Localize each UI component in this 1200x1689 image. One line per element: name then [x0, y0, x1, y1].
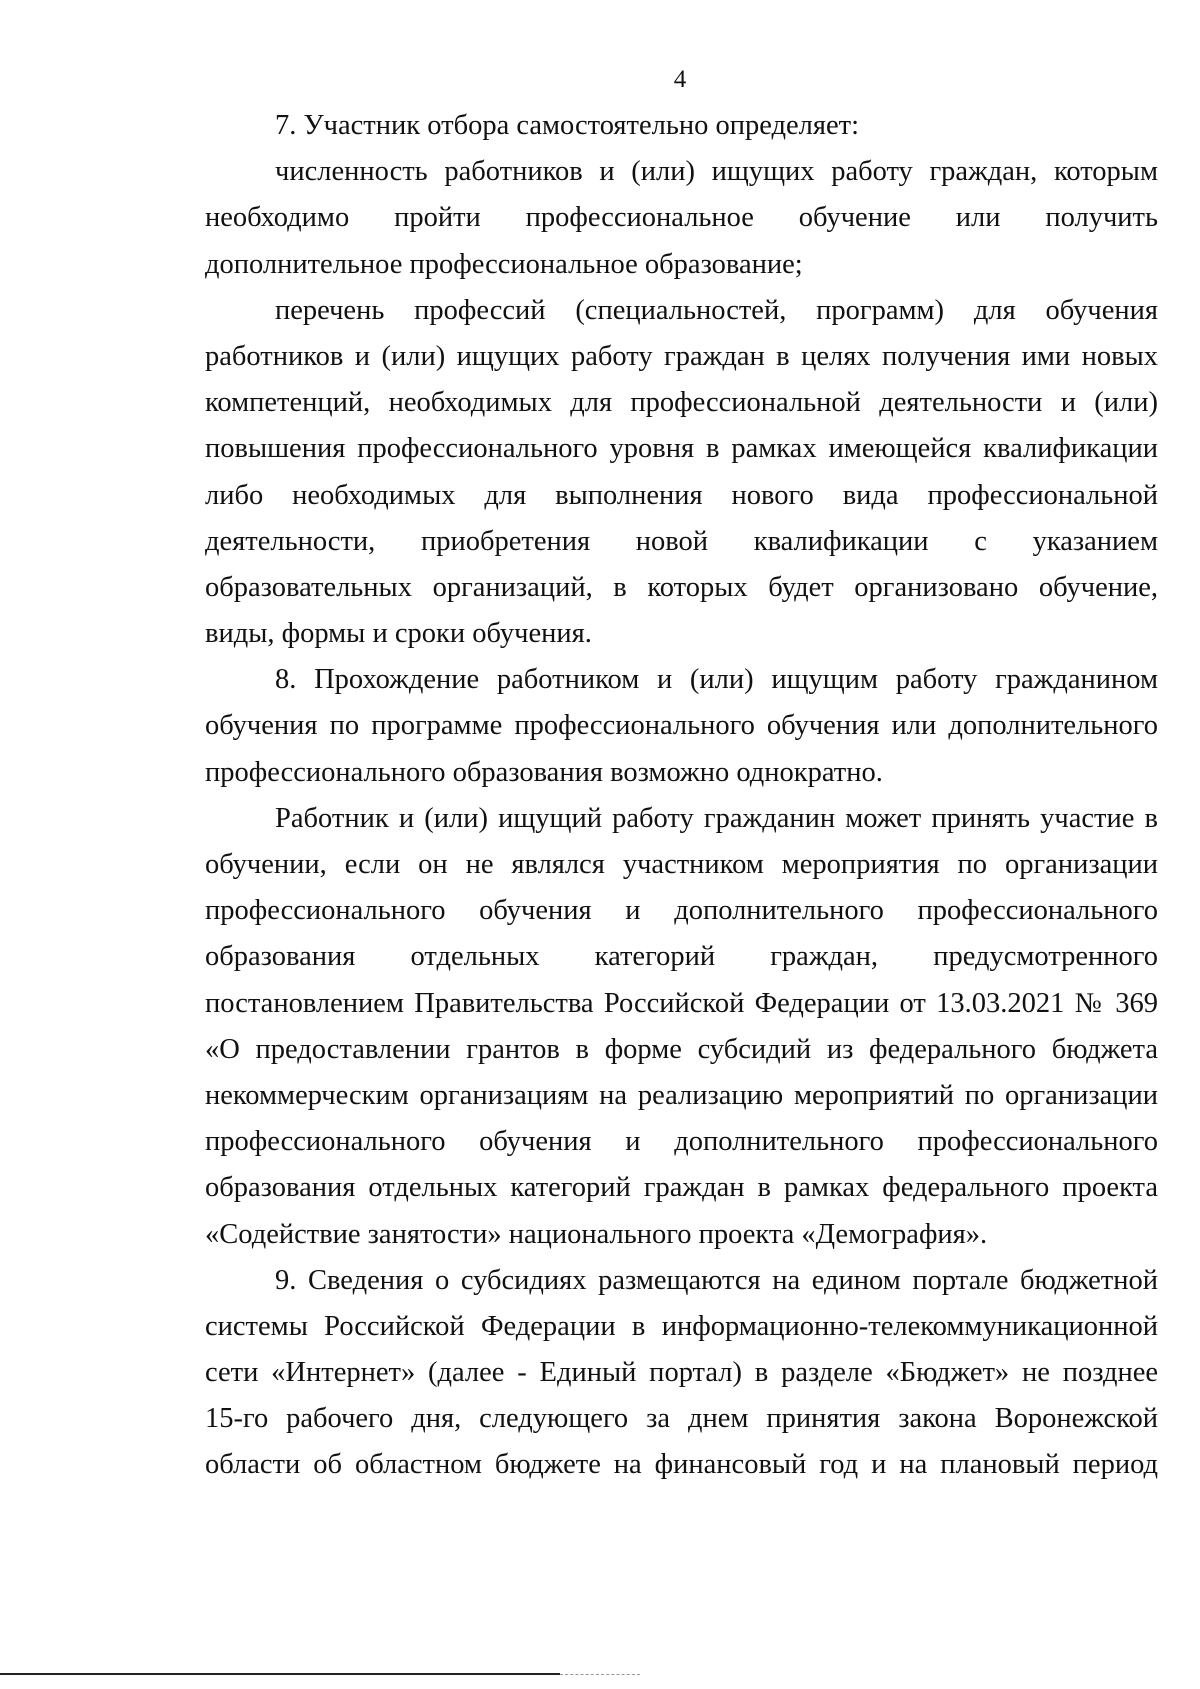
text-line: «О предоставлении грантов в форме субсидий из федерального бюджета	[205, 1033, 1158, 1065]
text-line: перечень профессий (специальностей, программ) для обучения	[275, 294, 1158, 326]
text-line: Работник и (или) ищущий работу гражданин может принять участие в	[275, 802, 1158, 834]
text-line: компетенций, необходимых для профессиональной деятельности и (или)	[205, 387, 1158, 419]
text-line: деятельности, приобретения новой квалификации с указанием	[205, 525, 1158, 557]
text-line: 7. Участник отбора самостоятельно определяет:	[275, 110, 860, 141]
text-line: области об областном бюджете на финансовый год и на плановый период	[205, 1449, 1158, 1481]
text-line: профессионального обучения и дополнительного профессионального	[205, 895, 1158, 927]
text-line: образовательных организаций, в которых будет организовано обучение,	[205, 571, 1158, 603]
text-line: работников и (или) ищущих работу граждан в целях получения ими новых	[205, 340, 1158, 372]
page-number: 4	[673, 66, 687, 93]
text-line: «Содействие занятости» национального проекта «Демография».	[205, 1218, 988, 1250]
text-line: дополнительное профессиональное образование;	[205, 248, 803, 280]
text-line: системы Российской Федерации в информационно-телекоммуникационной	[205, 1310, 1158, 1342]
text-line: постановлением Правительства Российской Федерации от 13.03.2021 № 369	[205, 987, 1158, 1019]
text-line: профессионального обучения и дополнительного профессионального	[205, 1126, 1158, 1158]
text-line: виды, формы и сроки обучения.	[205, 618, 592, 650]
text-line: повышения профессионального уровня в рамках имеющейся квалификации	[205, 433, 1158, 465]
text-line: сети «Интернет» (далее - Единый портал) в разделе «Бюджет» не позднее	[205, 1357, 1158, 1389]
document-body	[205, 103, 1158, 1489]
footer-rule-faint	[560, 1674, 640, 1675]
text-line: обучения по программе профессионального обучения или дополнительного	[205, 710, 1158, 742]
text-line: численность работников и (или) ищущих работу граждан, которым	[275, 156, 1158, 188]
text-line: обучении, если он не являлся участником мероприятия по организации	[205, 849, 1158, 880]
text-line: образования отдельных категорий граждан, предусмотренного	[205, 941, 1158, 973]
footer-rule	[0, 1673, 560, 1675]
text-line: некоммерческим организациям на реализацию мероприятий по организации	[205, 1079, 1158, 1111]
text-line: образования отдельных категорий граждан в рамках федерального проекта	[205, 1172, 1158, 1204]
text-line: либо необходимых для выполнения нового вида профессиональной	[205, 479, 1158, 511]
text-line: 15-го рабочего дня, следующего за днем принятия закона Воронежской	[205, 1403, 1158, 1435]
text-line: 8. Прохождение работником и (или) ищущим работу гражданином	[275, 664, 1158, 696]
text-line: профессионального образования возможно однократно.	[205, 756, 883, 788]
text-line: необходимо пройти профессиональное обучение или получить	[205, 202, 1158, 234]
text-line: 9. Сведения о субсидиях размещаются на едином портале бюджетной	[275, 1264, 1158, 1296]
